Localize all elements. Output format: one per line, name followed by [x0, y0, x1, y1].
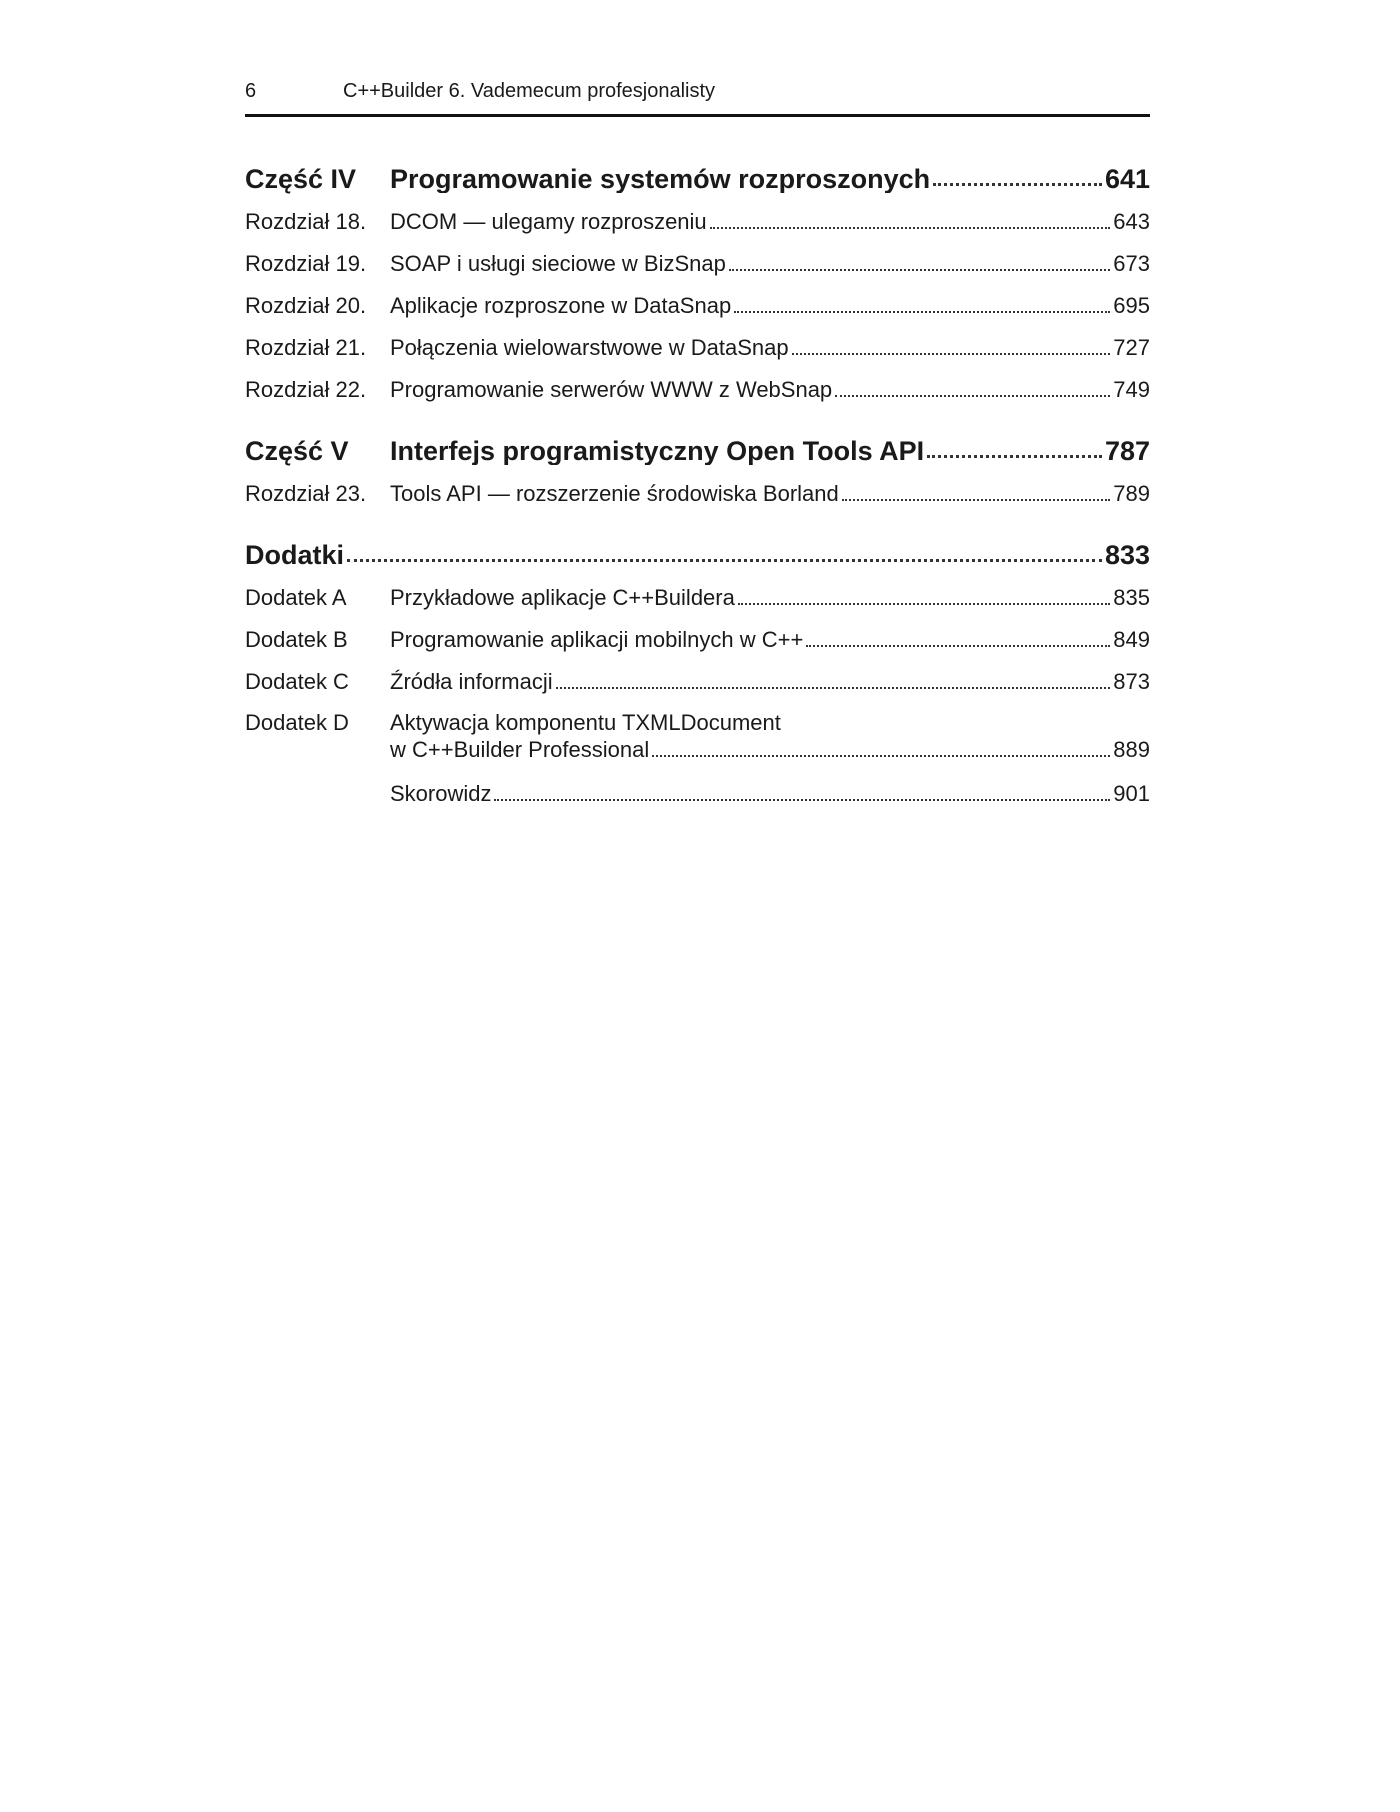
page-ref: 901 [1113, 781, 1150, 806]
part-title: Programowanie systemów rozproszonych [390, 166, 931, 193]
page-ref: 695 [1113, 293, 1150, 318]
dot-leader [933, 183, 1102, 186]
chapter-title: SOAP i usługi sieciowe w BizSnap [390, 251, 726, 276]
chapter-title: Tools API — rozszerzenie środowiska Borland [390, 481, 839, 506]
page-header [245, 80, 1150, 117]
dot-leader [556, 687, 1111, 689]
page-ref: 787 [1104, 436, 1150, 466]
page-ref: 673 [1113, 251, 1150, 276]
dot-leader [806, 645, 1110, 647]
table-of-contents [245, 145, 1150, 807]
page-ref: 749 [1113, 377, 1150, 402]
toc-chapter-22 [245, 361, 1150, 403]
toc-index [245, 765, 1150, 807]
toc-chapter-18 [245, 193, 1150, 235]
dot-leader [835, 395, 1110, 397]
toc-appendix-c [245, 653, 1150, 695]
dot-leader [927, 455, 1102, 458]
appendix-label: Dodatek A [245, 585, 347, 610]
page-ref: 849 [1113, 627, 1150, 652]
dot-leader [494, 799, 1110, 801]
part-title: Dodatki [245, 542, 345, 569]
page-ref: 873 [1113, 669, 1150, 694]
dot-leader [842, 499, 1111, 501]
appendix-title: Źródła informacji [390, 669, 553, 694]
chapter-label: Rozdział 23. [245, 481, 367, 506]
dot-leader [738, 603, 1110, 605]
appendix-label: Dodatek C [245, 669, 349, 694]
chapter-title: DCOM — ulegamy rozproszeniu [390, 209, 707, 234]
toc-page [245, 80, 1150, 807]
toc-appendix-a [245, 569, 1150, 611]
dot-leader [734, 311, 1110, 313]
appendix-label: Dodatek D [245, 710, 349, 735]
toc-chapter-19 [245, 235, 1150, 277]
part-label: Część V [245, 436, 349, 466]
appendix-label: Dodatek B [245, 627, 348, 652]
page-ref: 835 [1113, 585, 1150, 610]
chapter-title: Połączenia wielowarstwowe w DataSnap [390, 335, 789, 360]
index-title: Skorowidz [390, 781, 492, 806]
dot-leader [792, 353, 1111, 355]
toc-chapter-23 [245, 465, 1150, 507]
chapter-label: Rozdział 18. [245, 209, 367, 234]
chapter-label: Rozdział 20. [245, 293, 367, 318]
dot-leader [710, 227, 1111, 229]
toc-chapter-20 [245, 277, 1150, 319]
dot-leader [652, 755, 1110, 757]
chapter-label: Rozdział 21. [245, 335, 367, 360]
chapter-title: Programowanie serwerów WWW z WebSnap [390, 377, 833, 402]
toc-part-4 [245, 145, 1150, 193]
appendix-title: Przykładowe aplikacje C++Buildera [390, 585, 735, 610]
appendix-title: Programowanie aplikacji mobilnych w C++ [390, 627, 804, 652]
appendix-title-line2: w C++Builder Professional [390, 737, 650, 762]
toc-appendix-b [245, 611, 1150, 653]
page-ref: 789 [1113, 481, 1150, 506]
toc-appendices [245, 521, 1150, 569]
page-ref: 889 [1113, 737, 1150, 762]
page-ref: 643 [1113, 209, 1150, 234]
chapter-title: Aplikacje rozproszone w DataSnap [390, 293, 732, 318]
toc-part-5 [245, 417, 1150, 465]
appendix-title-line1: Aktywacja komponentu TXMLDocument [390, 710, 781, 735]
toc-appendix-d [245, 695, 1150, 765]
part-label: Część IV [245, 164, 357, 194]
page-number: 6 [245, 80, 257, 102]
page-ref: 727 [1113, 335, 1150, 360]
book-title: C++Builder 6. Vademecum profesjonalisty [343, 80, 716, 102]
dot-leader [729, 269, 1110, 271]
part-title: Interfejs programistyczny Open Tools API [390, 438, 925, 465]
toc-chapter-21 [245, 319, 1150, 361]
chapter-label: Rozdział 22. [245, 377, 367, 402]
dot-leader [347, 559, 1102, 562]
page-ref: 833 [1104, 540, 1150, 570]
page-ref: 641 [1104, 164, 1150, 194]
chapter-label: Rozdział 19. [245, 251, 367, 276]
